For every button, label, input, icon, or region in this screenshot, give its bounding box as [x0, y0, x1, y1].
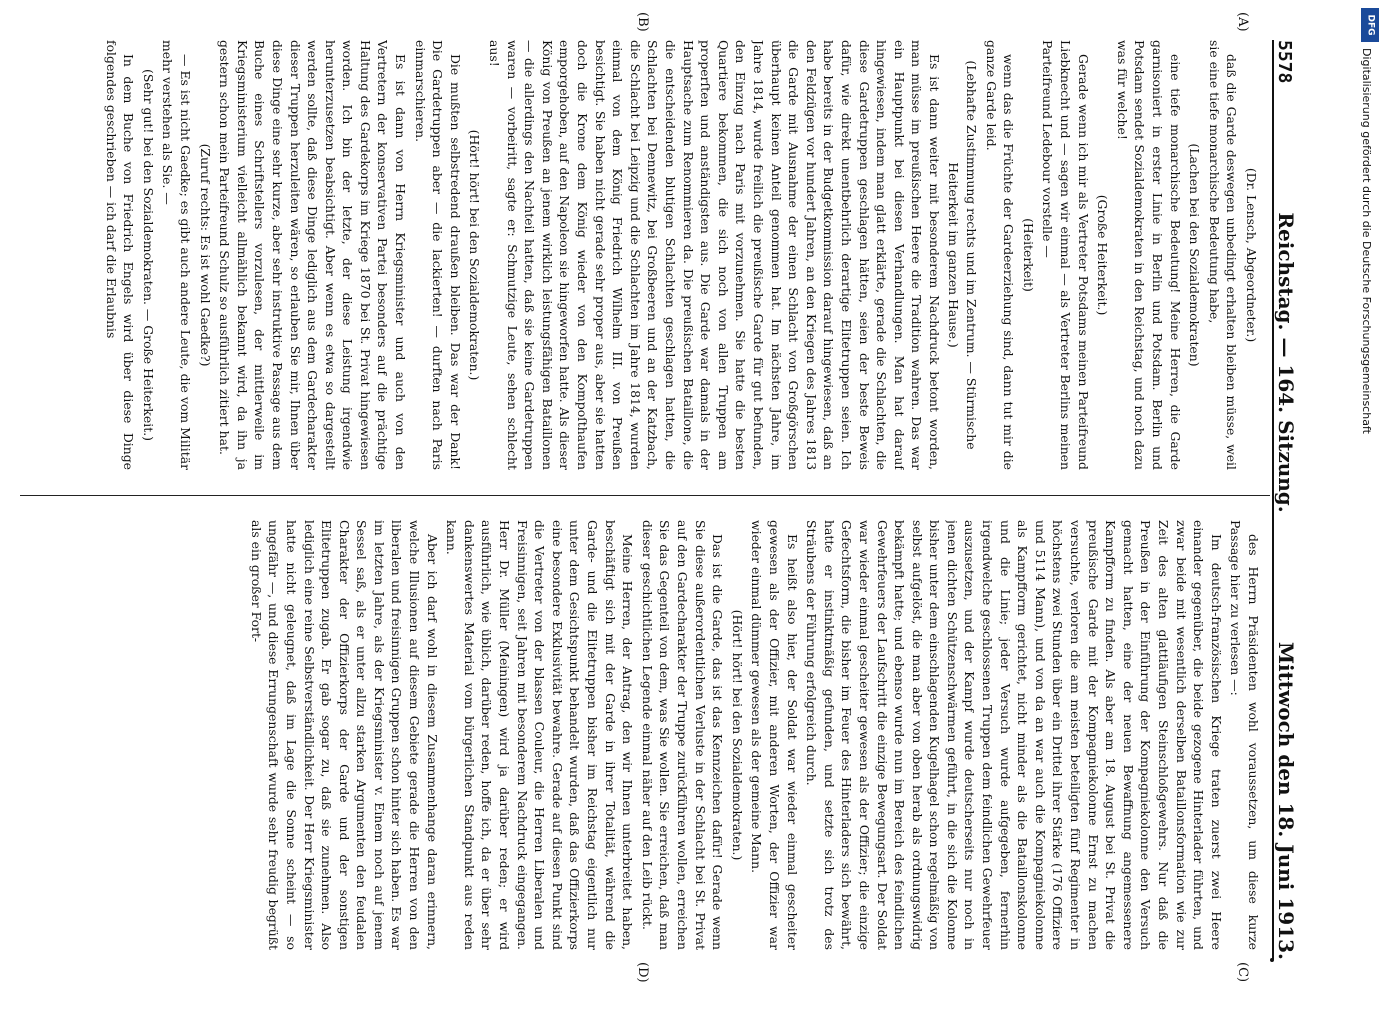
right-header-title: Mittwoch den 18. Juni 1913. — [1274, 641, 1298, 960]
margin-mark-d: (D) — [635, 962, 650, 983]
column-divider — [20, 495, 1270, 496]
paragraph: des Herrn Präsidenten wohl voraussetzen, um diese kurze Passage hier zu verlesen —: — [1228, 520, 1261, 950]
interjection: (Große Heiterkeit.) — [1095, 194, 1111, 316]
left-text-column — [20, 40, 1262, 470]
paragraph: Meine Herren, der Antrag, den wir Ihnen unterbreitet haben, beschäftigt sich mit der Garde in ihrer Totalität, während die Garde- und die Elitetruppen bisher im Reichstag eigentlich nur unter dem Gesichtspunkt behandelt wurden, daß das Offizierkorps eine besondere Exklusivität bewahre. Gerade auf diesen Punkt sind die Vertreter von der blassen Couleur, die Herren Liberalen und Freisinnigen, seit Jahren mit besonderem Nachdruck eingegangen. Herr Dr. Müller (Meiningen) wird ja darüber reden; er wird ausführlich, wie üblich, darüber reden, hoffe ich, da er über sehr dankenswertes Material vom bürgerlichen Standpunkt aus reden kann. — [444, 520, 636, 950]
page-header — [1272, 40, 1310, 960]
margin-mark-a: (A) — [1235, 12, 1250, 32]
interjection: (Lachen bei den Sozialdemokraten) — [1187, 143, 1203, 367]
dfg-logo: DFG — [1361, 8, 1379, 42]
credit-text: Digitalisierung gefördert durch die Deutsche Forschungsgemeinschaft — [1360, 48, 1373, 434]
paragraph: Das ist die Garde, das ist das Kennzeichen dafür! Gerade wenn Sie diese außerordentlichen Verluste in der Schlacht bei St. Privat auf den Gardecharakter der Truppe zurückführen wollen, erreichen Sie das Gegenteil von dem, was Sie wollen. Sie erreichen, daß man dieser geschichtlichen Legende einmal näher auf den Leib rückt. — [639, 520, 726, 950]
left-header-title: Reichstag. — 164. Sitzung. — [1274, 212, 1298, 513]
interjection: (Dr. Lensch, Abgeordneter.) — [1244, 167, 1259, 343]
margin-mark-c: (C) — [1235, 962, 1250, 983]
page-number: 5578 — [1274, 40, 1295, 84]
paragraph: In dem Buche von Friedrich Engels wird über diese Dinge folgendes geschrieben — ich darf die Erlaubnis — [103, 40, 137, 470]
interjection: (Hört! hört! bei den Sozialdemokraten.) — [729, 609, 745, 861]
paragraph: wenn das die Früchte der Gardeerziehung sind, dann tut mir die ganze Garde leid. — [983, 40, 1017, 470]
print-speck — [1270, 958, 1274, 962]
interjection: (Sehr gut! bei den Sozialdemokraten. — Große Heiterkeit.) — [140, 69, 156, 441]
paragraph: eine tiefe monarchische Bedeutung! Meine Herren, die Garde garnisoniert in erster Linie in Berlin und Potsdam. Berlin und Potsdam sendet Sozialdemokraten in den Reichstag, und noch dazu was für welche! — [1114, 40, 1183, 470]
interjection: (Heiterkeit) — [1020, 218, 1036, 292]
paragraph: Im deutsch-französischen Kriege traten zuerst zwei Heere einander gegenüber, die beide gezogene Hinterlader führten, und zwar beide mit wesentlich derselben Bataillonsformation wie zur Zeit des alten glattläufigen Steinschloßgewehrs. Nur daß die Preußen in der Einführung der Kompagniekolonne den Versuch gemacht hatten, eine der neuen Bewaffnung angemessenere Kampfform zu finden. Als aber am 18. August bei St. Privat die preußische Garde mit der Kompagniekolonne Ernst zu machen versuchte, verloren die am meisten beteiligten fünf Regimenter in höchstens zwei Stunden über ein Drittel ihrer Stärke (176 Offiziere und 5114 Mann), und von da an war auch die Kompagniekolonne als Kampfform gerichtet, nicht minder als die Bataillonskolonne und die Linie; jeder Versuch wurde aufgegeben, fernerhin irgendwelche geschlossenen Truppen dem feindlichen Gewehrfeuer auszusetzen, und der Kampf wurde deutscherseits nur noch in jenen dichten Schützenschwärmen geführt, in die sich die Kolonne bisher unter dem einschlagenden Kugelhagel schon regelmäßig von selbst aufgelöst, die man aber von oben herab als ordnungswidrig bekämpft hatte; und ebenso wurde nun im Bereich des feindlichen Gewehrfeuers der Laufschritt die einzige Bewegungsart. Der Soldat war wieder einmal gescheiter gewesen als der Offizier; die einzige Gefechtsform, die bisher im Feuer des Hinterladers sich bewährt, hatte er instinktmäßig gefunden, und setzte sich trotz des Sträubens der Führung erfolgreich durch. — [804, 520, 1224, 950]
paragraph: Die mußten selbstredend draußen bleiben. Das war der Dank! Die Gardetruppen aber — die lackierten! — durften nach Paris einmarschieren. — [412, 40, 463, 470]
paragraph: Es heißt also hier, der Soldat war wieder einmal gescheiter gewesen als der Offizier, mit anderen Worten, der Offizier war wieder einmal dümmer gewesen als der gemeine Mann. — [749, 520, 800, 950]
interjection: (Hört! hört! bei den Sozialdemokraten.) — [467, 129, 483, 381]
paragraph: Aber ich darf wohl in diesem Zusammenhange daran erinnern, welche Illusionen auf diesem Gebiete gerade die Herren von den liberalen und freisinnigen Gruppen schon hinter sich haben. Es war im letzten Jahre, als der Kriegsminister v. Einem noch auf jenem Sessel saß, als er unter allzu starken Argumenten den feudalen Charakter der Offizierkorps der Garde und der sonstigen Elitetruppen zugab. Er gab sogar zu, daß sie zunehmen. Also lediglich eine reine Selbstverständlichkeit. Der Herr Kriegsminister hatte nicht geleugnet, daß im Lage die Sonne scheint — so ungefähr —, und diese Errungenschaft wurde sehr freudig begrüßt als ein großer Fort- — [248, 520, 440, 950]
interjection: (Zuruf rechts: Es ist wohl Gaedke?) — [197, 143, 213, 367]
paragraph: daß die Garde deswegen unbedingt erhalten bleiben müsse, weil sie eine tiefe monarchische Bedeutung habe, — [1206, 40, 1240, 470]
interjection: (Lebhafte Zustimmung rechts und im Zentrum. — Stürmische Heiterkeit im ganzen Hause.) — [946, 60, 980, 450]
paragraph: Gerade wenn ich mir als Vertreter Potsdams meinen Parteifreund Liebknecht und — sagen wir einmal — als Vertreter Berlins meinen Parteifreund Ledebour vorstelle — — [1040, 40, 1091, 470]
right-text-column — [20, 520, 1262, 950]
digitization-credit — [1357, 48, 1377, 1028]
margin-mark-b: (B) — [635, 12, 650, 32]
paragraph: Es ist dann weiter mit besonderem Nachdruck betont worden, man müsse im preußischen Heere die Tradition wahren. Das war ein Hauptpunkt bei diesen Verhandlungen. Man hat darauf hingewiesen, indem man glatt erklärte, gerade die Schlachten, die diese Gardetruppen geschlagen hätten, seien der beste Beweis dafür, wie direkt unentbehrlich derartige Elitetruppen seien. Ich habe bereits in der Budgetkommission darauf hingewiesen, daß an den Feldzügen vor hundert Jahren, an den Kriegen des Jahres 1813 die Garde mit Ausnahme der einen Schlacht von Großgörschen überhaupt keinen Anteil genommen hat. Im nächsten Jahre, im Jahre 1814, wurde freilich die preußische Garde für gut befunden, den Einzug nach Paris mit vorzunehmen. Sie hatte die besten Quartiere bekommen, die sich noch von allen Truppen am properſten und anständigsten aus. Die Garde war damals in der Hauptsache zum Renommieren da. Die preußischen Bataillone, die die entscheidenden blutigen Schlachten geschlagen hatten, die Schlachten bei Dennewitz, bei Großbeeren und an der Katzbach, die Schlacht bei Leipzig und die Schlachten im Jahre 1814, wurden einmal von dem König Friedrich Wilhelm III. von Preußen besichtigt. Sie haben nicht gerade sehr proper aus, aber sie hatten doch die Krone dem König wieder von den Kompoſthaufen emporgehoben, auf den Napoleon sie hingeworfen hatte. Als dieser König von Preußen an jenem wirklich leistungsfähigen Bataillonen — die allerdings den Nachteil hatten, daß sie keine Gardetruppen waren — vorbeiritt, sagte er: Schmutzige Leute, sehen schlecht aus! — [487, 40, 942, 470]
paragraph: Es ist dann von Herrn Kriegsminister und auch von den Vertretern der konservativen Partei besonders auf die prächtige Haltung des Gardekorps im Kriege 1870 bei St. Privat hingewiesen worden. Ich bin der letzte, der diese Leistung irgendwie herunterzusetzen beabsichtigt. Aber wenn es etwa so dargestellt werden sollte, daß diese Dinge lediglich aus dem Gardecharakter dieser Truppen herzuleiten wären, so erlauben Sie mir, Ihnen über diese Dinge eine sehr kurze, aber sehr instruktive Passage aus dem Buche eines Schriftstellers vorzulesen, der mittlerweile im Kriegsministerium vielleicht allmählich bekannt wird, da ihn ja gestern schon mein Parteifreund Schulz so ausführlich zitiert hat. — [217, 40, 409, 470]
paragraph: — Es ist nicht Gaedke; es gibt auch andere Leute, die vom Militär mehr verstehen als Sie. — — [160, 40, 193, 470]
